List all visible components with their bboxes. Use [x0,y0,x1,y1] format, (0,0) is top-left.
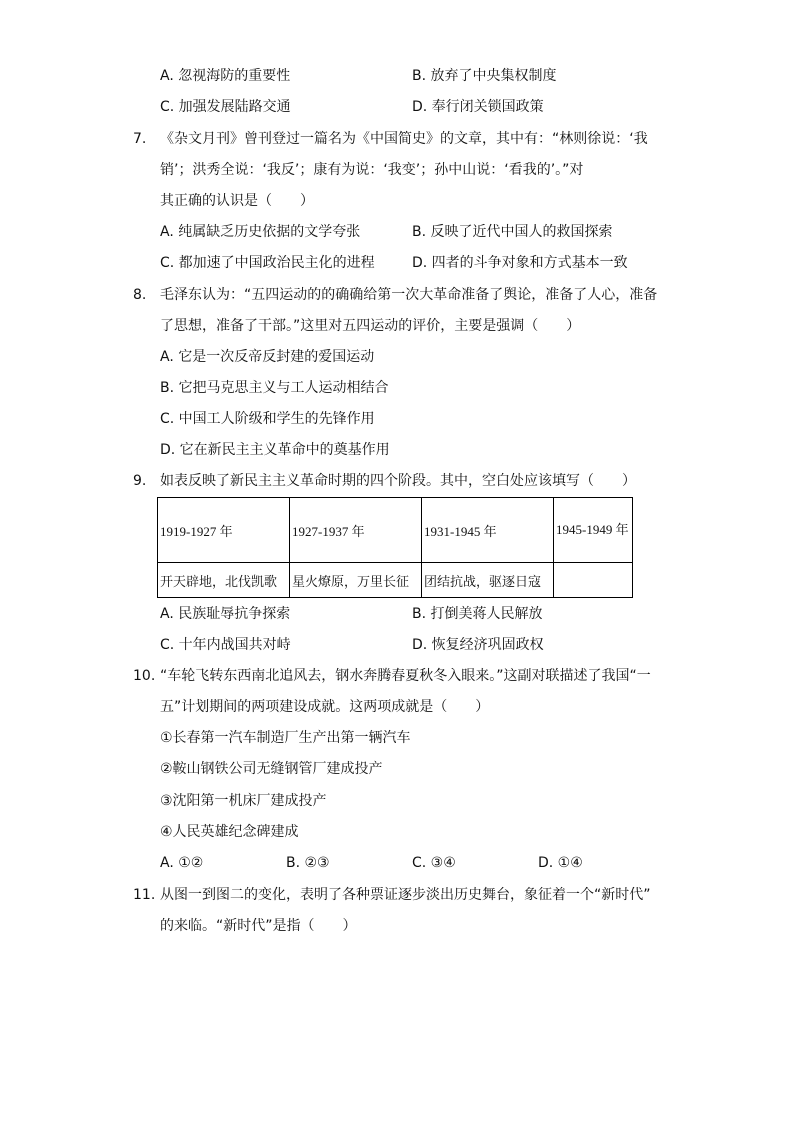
table-cell: 开天辟地，北伐凯歌 [158,563,290,598]
q10-item-3: ③沈阳第一机床厂建成投产 [160,793,327,809]
q11-number: 11. [133,887,156,903]
q7-stem-line-2: 销’；洪秀全说：‘我反’；康有为说：‘我变’；孙中山说：‘看我的’。”对 [160,162,584,178]
q8-number: 8. [133,287,147,303]
q10-option-d: D. ①④ [538,855,583,871]
q10-option-b: B. ②③ [286,855,330,871]
q10-stem-line-2: 五”计划期间的两项建设成就。这两项成就是（ ） [160,699,490,715]
q8-stem-line-1: 毛泽东认为：“五四运动的的确确给第一次大革命准备了舆论，准备了人心，准备 [160,287,658,303]
q10-item-2: ②鞍山钢铁公司无缝钢管厂建成投产 [160,761,383,777]
blank-cell [554,563,633,598]
q7-option-b: B. 反映了近代中国人的救国探索 [412,224,613,240]
q10-number: 10. [133,668,156,684]
revolution-stages-table [157,497,633,598]
q8-option-c: C. 中国工人阶级和学生的先锋作用 [160,411,375,427]
table-cell: 1919-1927 年 [158,498,290,563]
q11-stem-line-2: 的来临。“新时代”是指（ ） [160,918,357,934]
q9-option-d: D. 恢复经济巩固政权 [412,637,544,653]
q9-option-c: C. 十年内战国共对峙 [160,637,291,653]
q11-stem-line-1: 从图一到图二的变化，表明了各种票证逐步淡出历史舞台，象征着一个“新时代” [160,887,651,903]
q9-number: 9. [133,473,147,489]
table-cell: 1931-1945 年 [422,498,554,563]
q7-option-d: D. 四者的斗争对象和方式基本一致 [412,255,628,271]
q10-stem-line-1: “车轮飞转东西南北追风去，钢水奔腾春夏秋冬入眼来。”这副对联描述了我国“一 [160,668,651,684]
table-cell: 1927-1937 年 [290,498,422,563]
q10-item-1: ①长春第一汽车制造厂生产出第一辆汽车 [160,730,411,746]
q8-option-b: B. 它把马克思主义与工人运动相结合 [160,380,389,396]
q7-stem-line-3: 其正确的认识是（ ） [160,193,314,209]
q9-stem: 如表反映了新民主主义革命时期的四个阶段。其中，空白处应该填写（ ） [160,473,636,489]
q8-option-d: D. 它在新民主主义革命中的奠基作用 [160,442,390,458]
q10-item-4: ④人民英雄纪念碑建成 [160,824,299,840]
q8-stem-line-2: 了思想，准备了干部。”这里对五四运动的评价，主要是强调（ ） [160,318,581,334]
table-cell: 星火燎原，万里长征 [290,563,422,598]
q6-option-c: C. 加强发展陆路交通 [160,99,291,115]
table-row [158,563,633,598]
q7-option-a: A. 纯属缺乏历史依据的文学夸张 [160,224,361,240]
q6-option-b: B. 放弃了中央集权制度 [412,68,557,84]
q7-option-c: C. 都加速了中国政治民主化的进程 [160,255,375,271]
q9-option-a: A. 民族耻辱抗争探索 [160,606,291,622]
q8-option-a: A. 它是一次反帝反封建的爱国运动 [160,349,375,365]
q6-option-d: D. 奉行闭关锁国政策 [412,99,544,115]
table-cell: 1945-1949 年 [554,498,633,563]
q7-number: 7. [133,131,147,147]
q10-option-a: A. ①② [160,855,204,871]
q9-option-b: B. 打倒美蒋人民解放 [412,606,543,622]
table-header-row [158,498,633,563]
q6-option-a: A. 忽视海防的重要性 [160,68,291,84]
table-cell: 团结抗战，驱逐日寇 [422,563,554,598]
q7-stem-line-1: 《杂文月刊》曾刊登过一篇名为《中国简史》的文章，其中有：“林则徐说：‘我 [160,131,648,147]
q10-option-c: C. ③④ [412,855,456,871]
